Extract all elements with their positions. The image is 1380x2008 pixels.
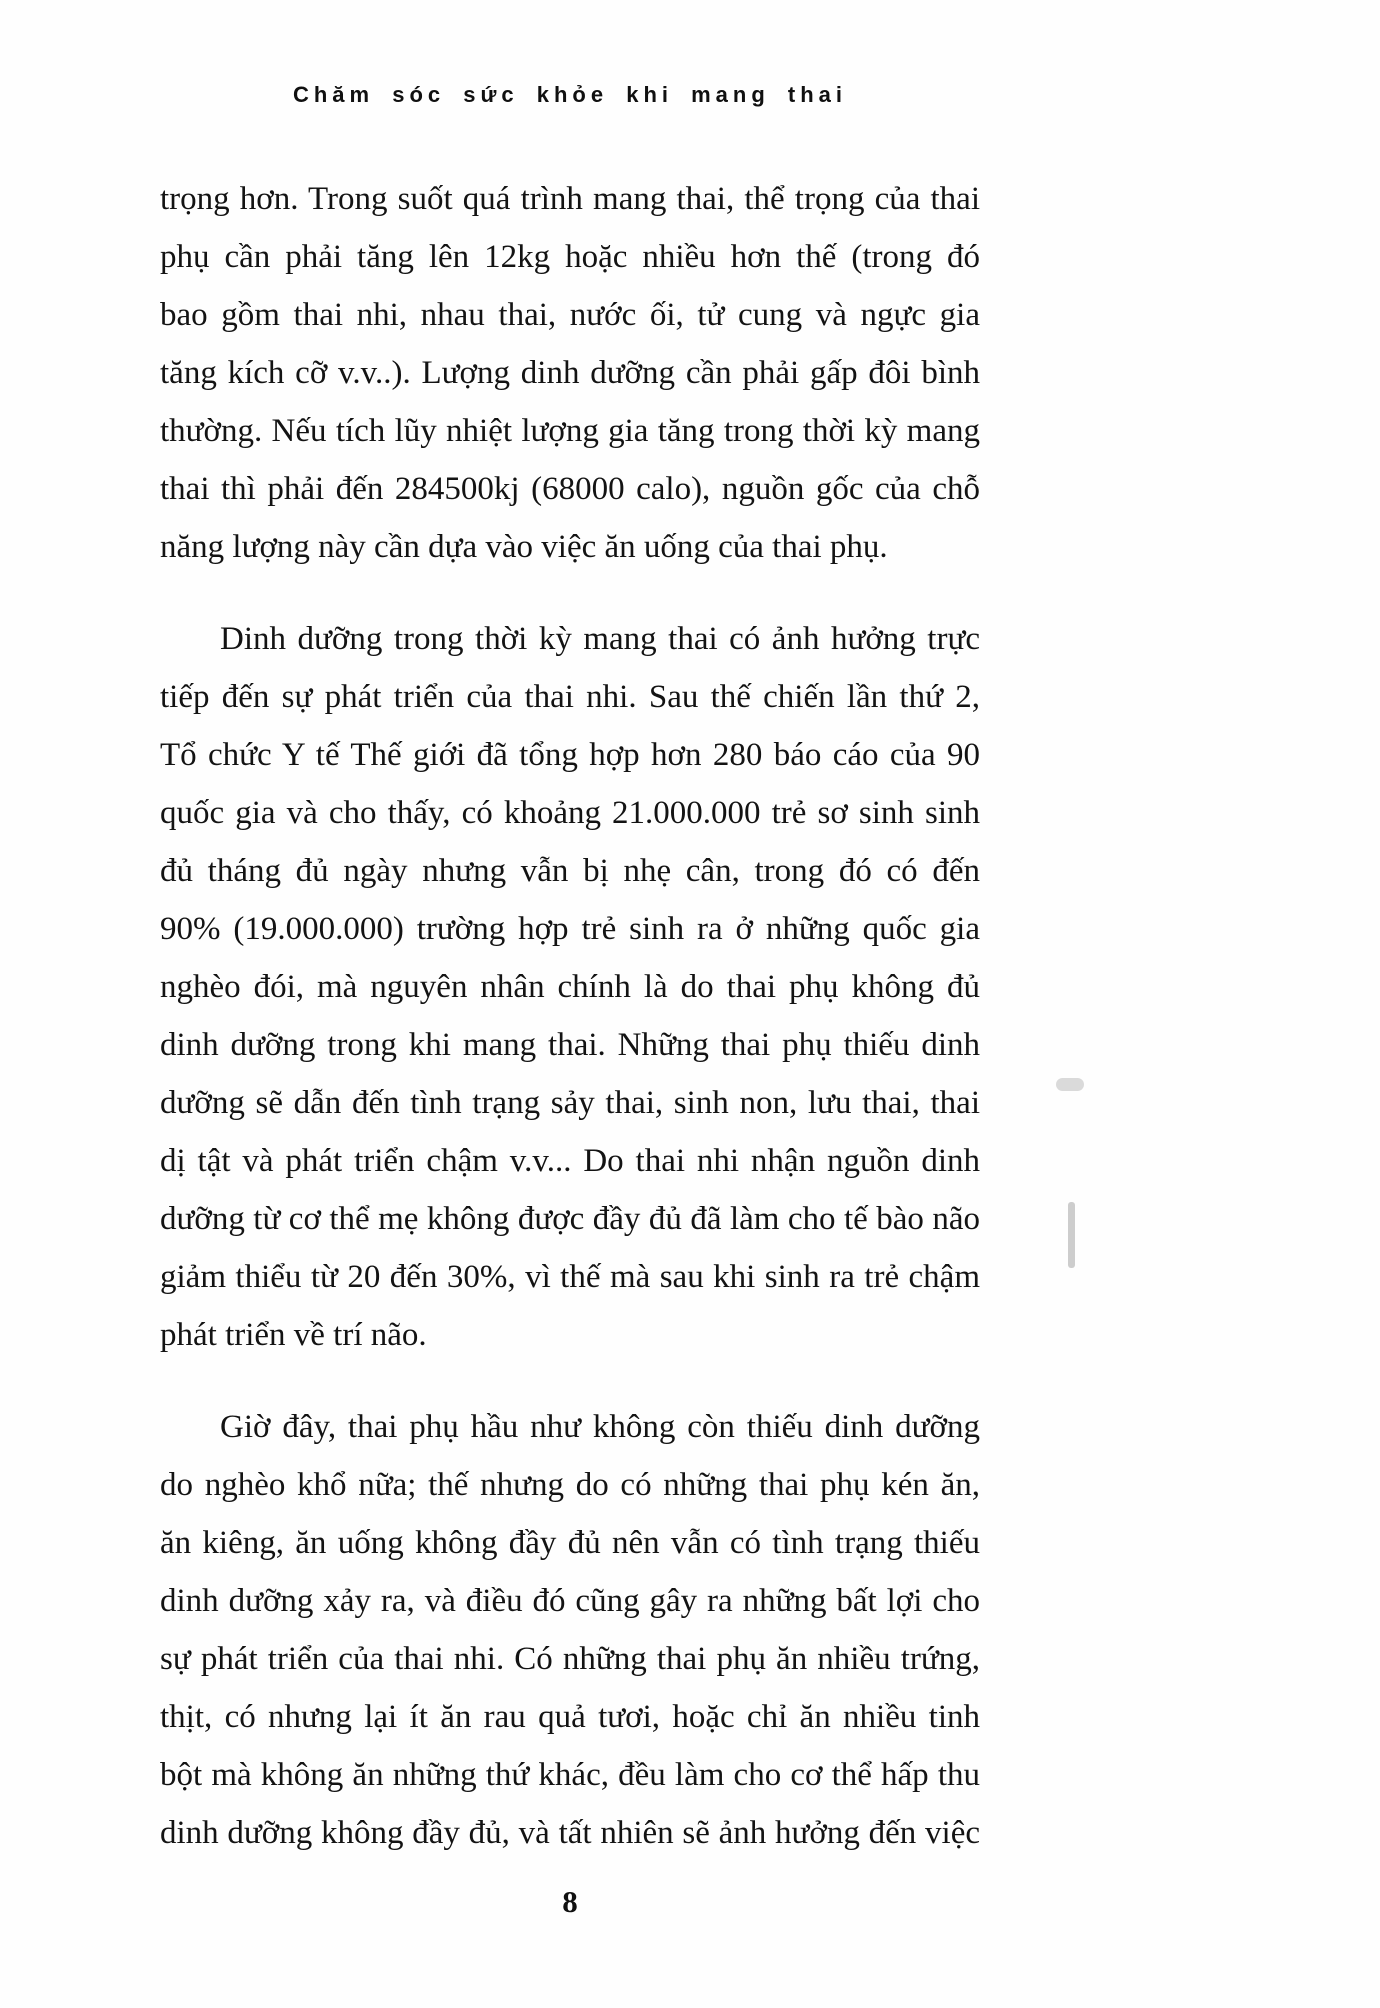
text-line: do nghèo khổ nữa; thế nhưng do có những thai phụ kén ăn, <box>160 1467 980 1503</box>
text-line: bao gồm thai nhi, nhau thai, nước ối, tử cung và ngực gia <box>160 297 980 333</box>
text-line: dưỡng từ cơ thể mẹ không được đầy đủ đã làm cho tế bào não <box>160 1201 980 1237</box>
page-number: 8 <box>562 1884 578 1919</box>
text-line: tiếp đến sự phát triển của thai nhi. Sau thế chiến lần thứ 2, <box>160 679 980 715</box>
text-line: phát triển về trí não. <box>160 1317 427 1353</box>
text-line: thịt, có nhưng lại ít ăn rau quả tươi, hoặc chỉ ăn nhiều tinh <box>160 1699 980 1735</box>
text-line: dinh dưỡng trong khi mang thai. Những thai phụ thiếu dinh <box>160 1027 980 1063</box>
text-line: nghèo đói, mà nguyên nhân chính là do thai phụ không đủ <box>160 969 980 1005</box>
text-line: thai thì phải đến 284500kj (68000 calo), nguồn gốc của chỗ <box>160 471 980 507</box>
text-line: thường. Nếu tích lũy nhiệt lượng gia tăng trong thời kỳ mang <box>160 413 980 449</box>
text-line: quốc gia và cho thấy, có khoảng 21.000.000 trẻ sơ sinh sinh <box>160 795 980 831</box>
text-line: Tổ chức Y tế Thế giới đã tổng hợp hơn 280 báo cáo của 90 <box>160 737 980 773</box>
scan-artifact <box>1056 1078 1084 1091</box>
text-line: Giờ đây, thai phụ hầu như không còn thiếu dinh dưỡng <box>220 1409 980 1445</box>
text-block <box>160 170 980 1896</box>
text-line: dinh dưỡng không đầy đủ, và tất nhiên sẽ ảnh hưởng đến việc <box>160 1815 980 1851</box>
text-line: phụ cần phải tăng lên 12kg hoặc nhiều hơn thế (trong đó <box>160 239 980 275</box>
paragraph-1 <box>160 170 980 576</box>
paragraph-3 <box>160 1398 980 1862</box>
text-line: dinh dưỡng xảy ra, và điều đó cũng gây ra những bất lợi cho <box>160 1583 980 1619</box>
text-line: đủ tháng đủ ngày nhưng vẫn bị nhẹ cân, trong đó có đến <box>160 853 980 889</box>
running-header: Chăm sóc sức khỏe khi mang thai <box>292 82 848 107</box>
text-line: Dinh dưỡng trong thời kỳ mang thai có ảnh hưởng trực <box>220 621 980 657</box>
text-line: năng lượng này cần dựa vào việc ăn uống của thai phụ. <box>160 529 888 565</box>
text-line: dị tật và phát triển chậm v.v... Do thai nhi nhận nguồn dinh <box>160 1143 980 1179</box>
text-line: ăn kiêng, ăn uống không đầy đủ nên vẫn có tình trạng thiếu <box>160 1525 980 1561</box>
text-line: giảm thiểu từ 20 đến 30%, vì thế mà sau khi sinh ra trẻ chậm <box>160 1259 980 1295</box>
text-line: sự phát triển của thai nhi. Có những thai phụ ăn nhiều trứng, <box>160 1641 980 1677</box>
text-line: bột mà không ăn những thứ khác, đều làm cho cơ thể hấp thu <box>160 1757 980 1793</box>
paragraph-2 <box>160 610 980 1364</box>
scan-artifact <box>1068 1202 1075 1268</box>
text-line: trọng hơn. Trong suốt quá trình mang thai, thể trọng của thai <box>160 181 980 217</box>
text-line: tăng kích cỡ v.v..). Lượng dinh dưỡng cần phải gấp đôi bình <box>160 355 980 391</box>
text-line: dưỡng sẽ dẫn đến tình trạng sảy thai, sinh non, lưu thai, thai <box>160 1085 980 1121</box>
text-line: 90% (19.000.000) trường hợp trẻ sinh ra ở những quốc gia <box>160 911 980 947</box>
